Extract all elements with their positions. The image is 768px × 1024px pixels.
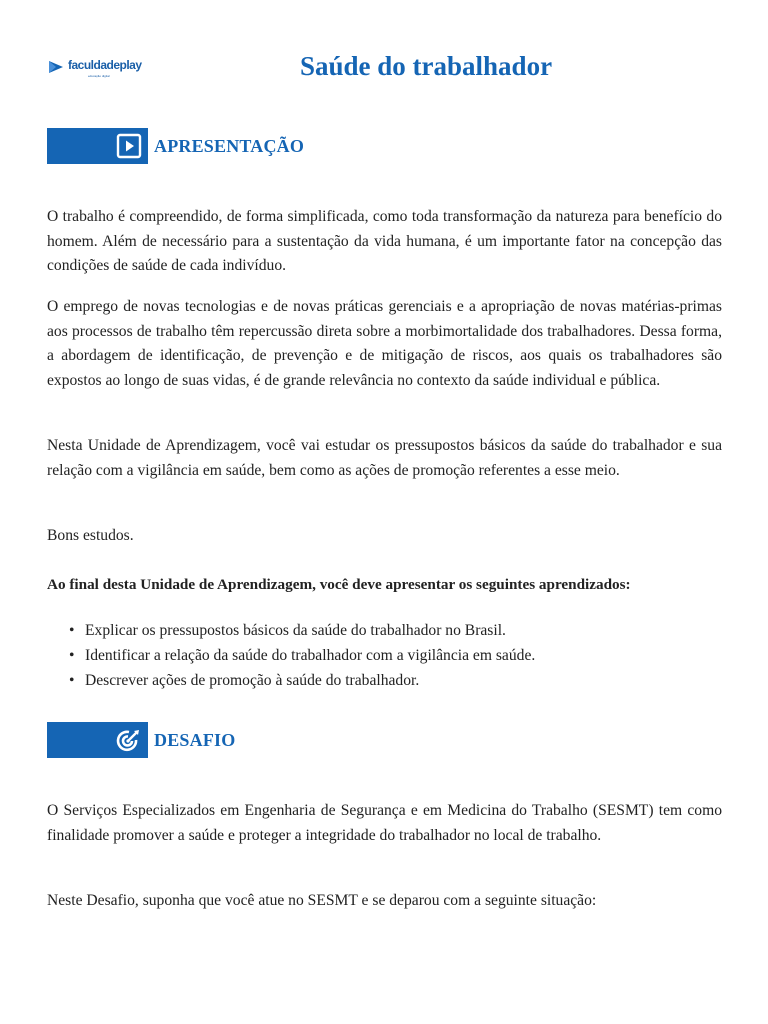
section-challenge-title: DESAFIO bbox=[154, 729, 236, 750]
brand-mark-icon bbox=[47, 58, 65, 76]
challenge-paragraph-1: O Serviços Especializados em Engenharia de Segurança e em Medicina do Trabalho (SESMT) tem como finalidade promover a saúde e proteger a integridade do trabalhador no local de trabalho. bbox=[47, 802, 722, 844]
section-presentation-header bbox=[47, 128, 304, 164]
list-item: • Descrever ações de promoção à saúde do trabalhador. bbox=[69, 672, 420, 689]
presentation-paragraph-1: O trabalho é compreendido, de forma simplificada, como toda transformação da natureza para benefício do homem. Além de necessário para a sustentação da vida humana, é um importante fator na concepção das condições de saúde de cada indivíduo. bbox=[47, 208, 722, 274]
section-presentation-title: APRESENTAÇÃO bbox=[154, 135, 305, 156]
target-icon bbox=[114, 727, 142, 755]
section-bar bbox=[47, 128, 148, 164]
play-icon bbox=[116, 133, 142, 159]
brand-name: faculdadeplay bbox=[68, 58, 142, 72]
brand-logo bbox=[47, 56, 142, 78]
presentation-paragraph-2: O emprego de novas tecnologias e de novas práticas gerenciais e a apropriação de novas matérias-primas aos processos de trabalho têm repercussão direta sobre a morbimortalidade dos trabalhadores. Dessa forma, a abordagem de identificação, de prevenção e de mitigação de riscos, aos quais os trabalhadores são expostos ao longo de suas vidas, é de grande relevância no contexto da saúde individual e pública. bbox=[47, 298, 722, 389]
challenge-paragraph-2: Neste Desafio, suponha que você atue no SESMT e se deparou com a seguinte situação: bbox=[47, 892, 597, 909]
section-challenge-header bbox=[47, 722, 235, 758]
section-bar bbox=[47, 722, 148, 758]
presentation-paragraph-4: Bons estudos. bbox=[47, 527, 134, 544]
brand-tagline: educação digital bbox=[88, 74, 110, 78]
document-title: Saúde do trabalhador bbox=[300, 51, 553, 81]
goals-list bbox=[47, 618, 722, 693]
list-item: • Explicar os pressupostos básicos da saúde do trabalhador no Brasil. bbox=[69, 622, 506, 639]
list-item: • Identificar a relação da saúde do trabalhador com a vigilância em saúde. bbox=[69, 647, 536, 664]
presentation-paragraph-3: Nesta Unidade de Aprendizagem, você vai estudar os pressupostos básicos da saúde do trabalhador e sua relação com a vigilância em saúde, bem como as ações de promoção referentes a esse meio. bbox=[47, 437, 722, 479]
goals-intro: Ao final desta Unidade de Aprendizagem, você deve apresentar os seguintes aprendizados: bbox=[47, 576, 631, 593]
